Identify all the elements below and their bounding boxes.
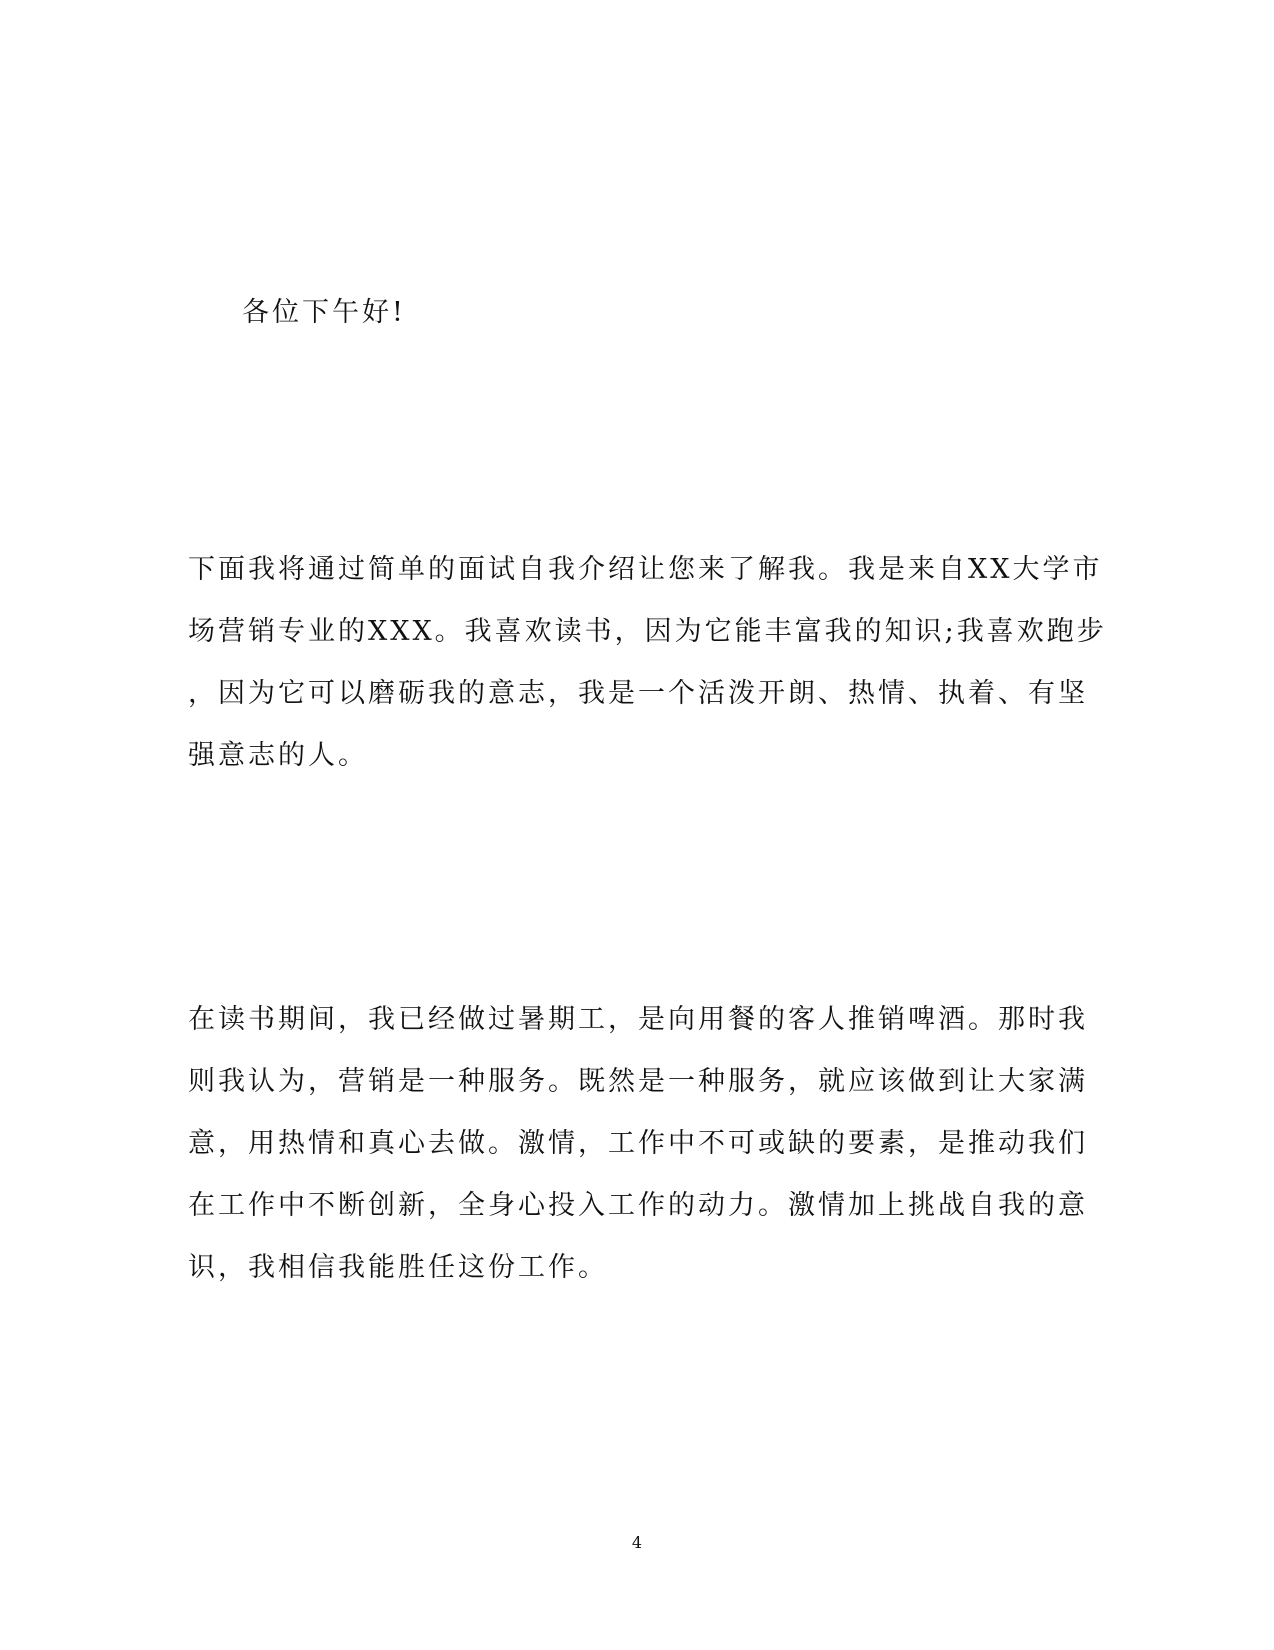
paragraph-2-line-5: 识，我相信我能胜任这份工作。 [188, 1252, 608, 1283]
paragraph-2-line-4: 在工作中不断创新，全身心投入工作的动力。激情加上挑战自我的意 [188, 1190, 1088, 1221]
greeting-text: 各位下午好! [242, 297, 406, 328]
paragraph-2-line-1: 在读书期间，我已经做过暑期工，是向用餐的客人推销啤酒。那时我 [188, 1004, 1088, 1035]
paragraph-1-line-2: 场营销专业的XXX。我喜欢读书，因为它能丰富我的知识;我喜欢跑步 [188, 616, 1107, 647]
paragraph-2-line-2: 则我认为，营销是一种服务。既然是一种服务，就应该做到让大家满 [188, 1066, 1088, 1097]
page-number: 4 [631, 1533, 643, 1552]
paragraph-1-line-3: ，因为它可以磨砺我的意志，我是一个活泼开朗、热情、执着、有坚 [188, 678, 1088, 709]
paragraph-1-line-4: 强意志的人。 [188, 740, 368, 771]
paragraph-2-line-3: 意，用热情和真心去做。激情，工作中不可或缺的要素，是推动我们 [188, 1128, 1088, 1159]
paragraph-1-line-1: 下面我将通过简单的面试自我介绍让您来了解我。我是来自XX大学市 [188, 554, 1103, 585]
